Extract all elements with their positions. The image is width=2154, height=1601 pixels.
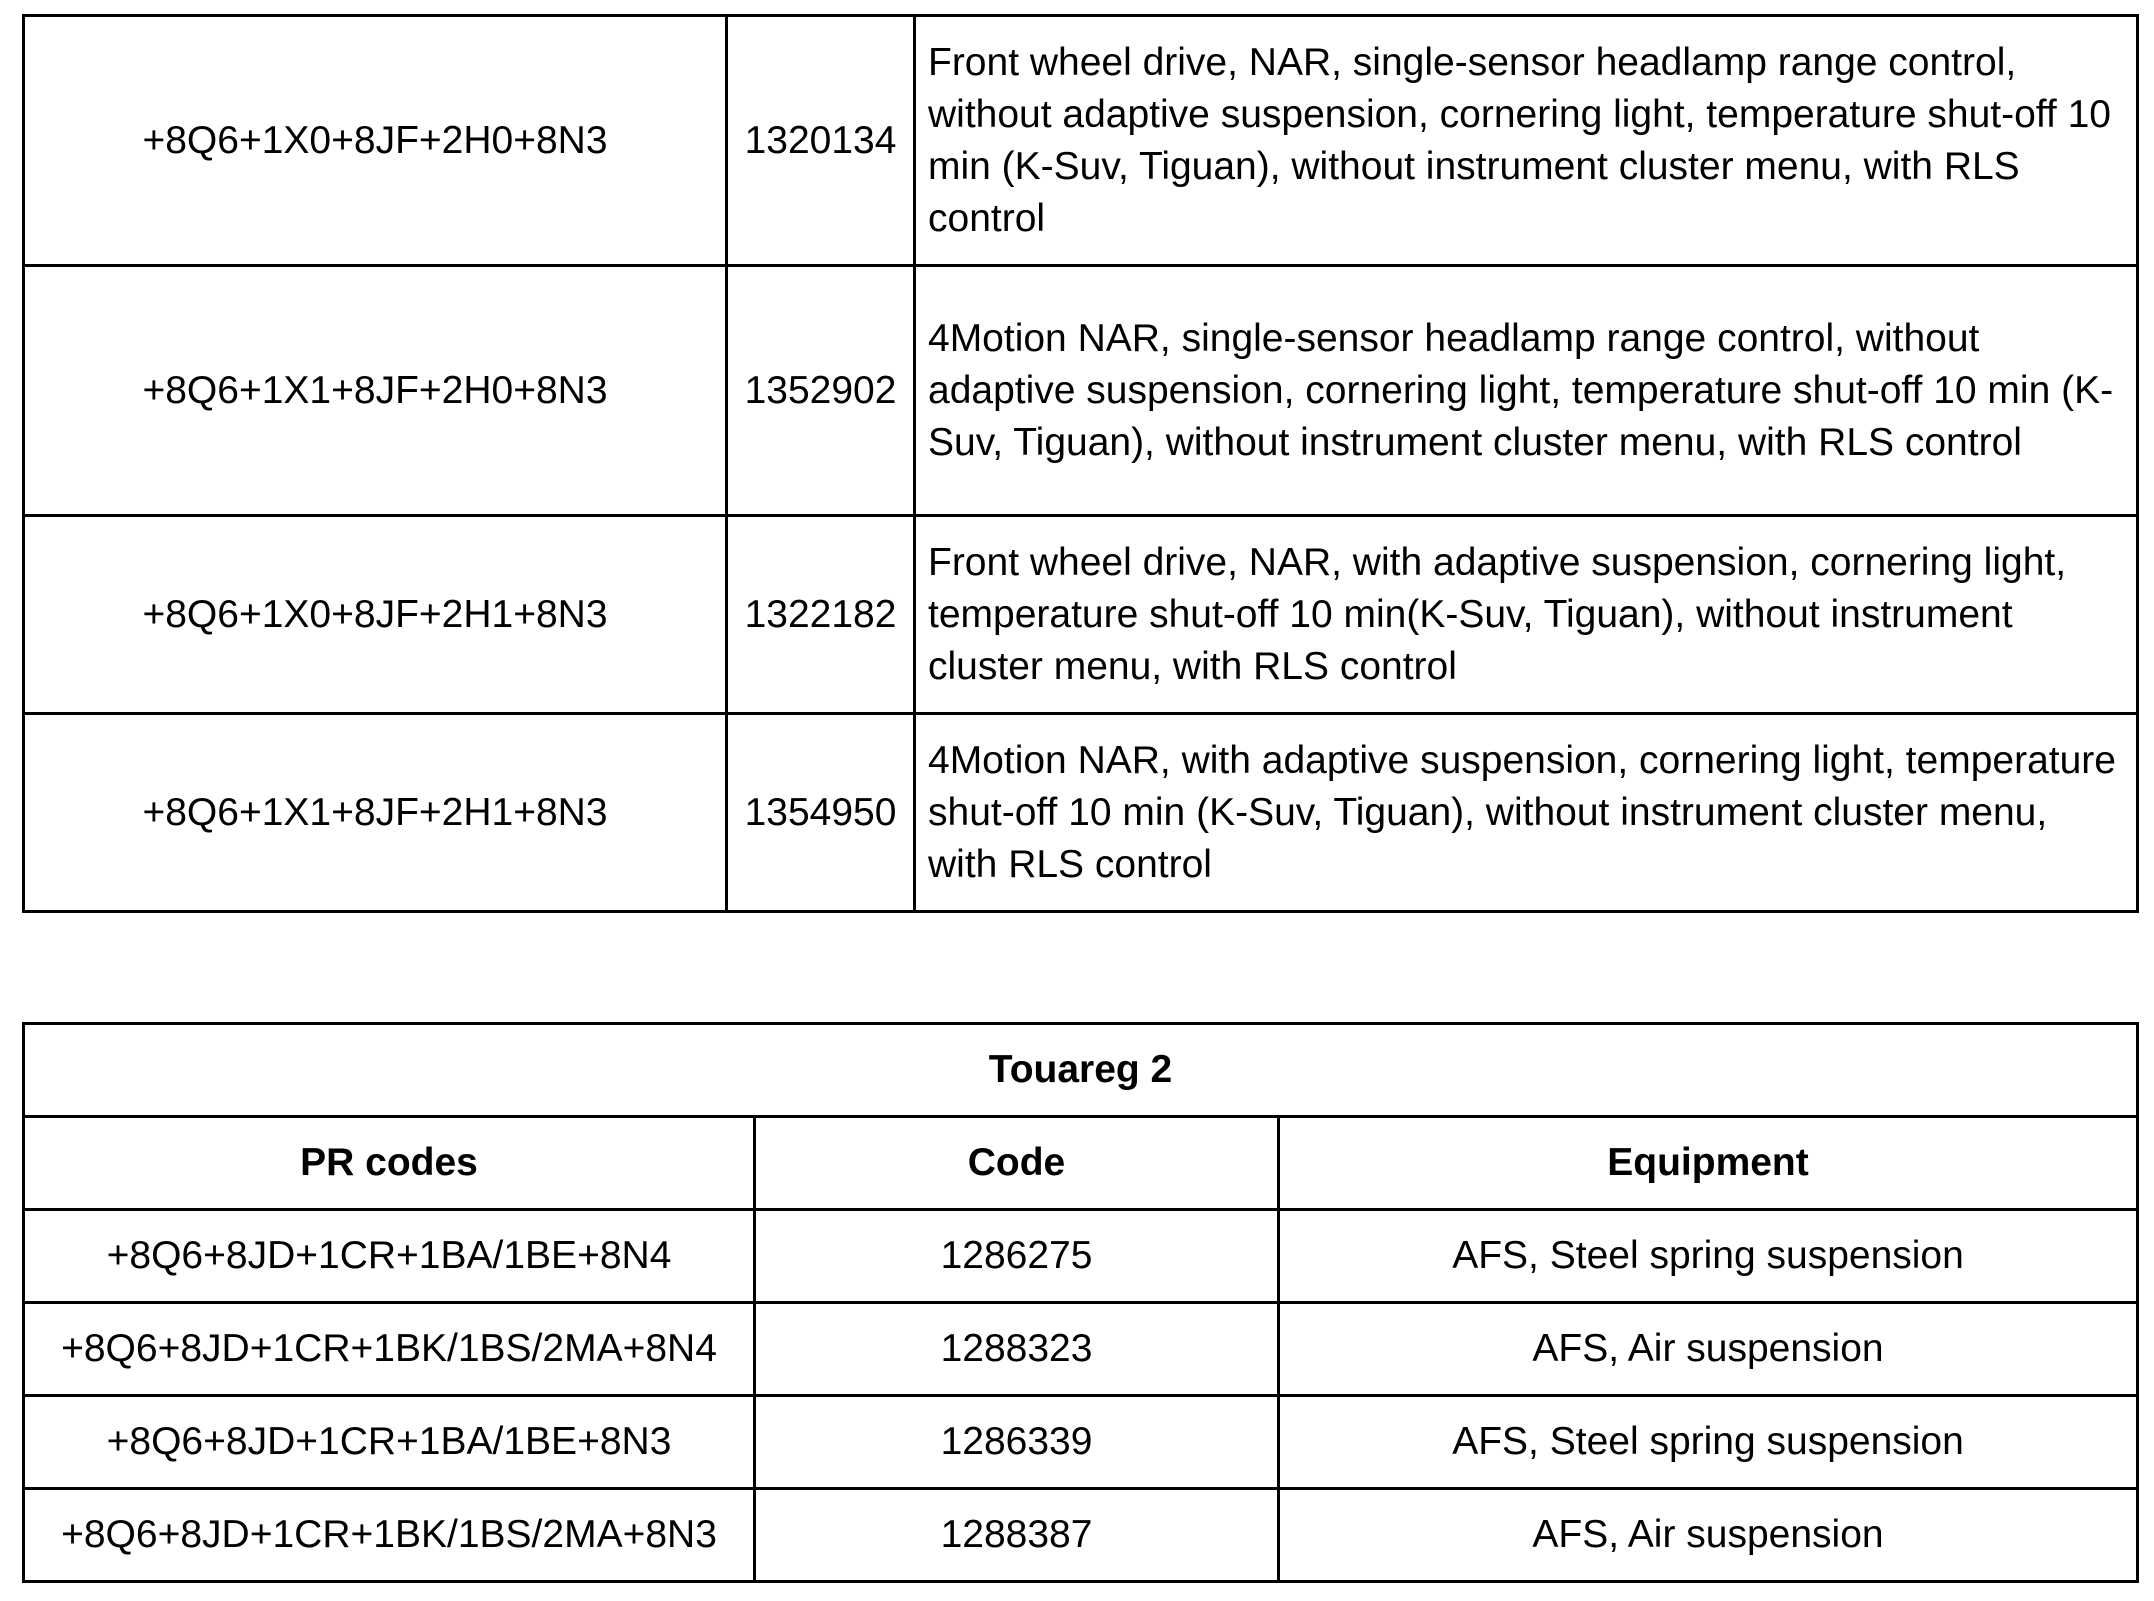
code-cell: 1354950 — [727, 714, 915, 912]
code-cell: 1322182 — [727, 516, 915, 714]
table-row — [24, 266, 2138, 516]
equipment-cell: 4Motion NAR, with adaptive suspension, cornering light, temperature shut-off 10 min (K-Suv, Tiguan), without instrument cluster menu, with RLS control — [915, 714, 2138, 912]
pr-codes-cell: +8Q6+1X0+8JF+2H1+8N3 — [24, 516, 727, 714]
pr-codes-cell: +8Q6+1X1+8JF+2H0+8N3 — [24, 266, 727, 516]
equipment-cell: AFS, Air suspension — [1279, 1303, 2138, 1396]
table-row — [24, 714, 2138, 912]
code-cell: 1288387 — [755, 1489, 1279, 1582]
header-equipment: Equipment — [1279, 1117, 2138, 1210]
code-cell: 1352902 — [727, 266, 915, 516]
code-cell: 1286339 — [755, 1396, 1279, 1489]
equipment-cell: 4Motion NAR, single-sensor headlamp range control, without adaptive suspension, cornering light, temperature shut-off 10 min (K-Suv, Tiguan), without instrument cluster menu, with RLS control — [915, 266, 2138, 516]
equipment-cell: Front wheel drive, NAR, single-sensor headlamp range control, without adaptive suspension, cornering light, temperature shut-off 10 min (K-Suv, Tiguan), without instrument cluster menu, with RLS control — [915, 16, 2138, 266]
table-title: Touareg 2 — [24, 1024, 2138, 1117]
equipment-cell: AFS, Steel spring suspension — [1279, 1210, 2138, 1303]
pr-codes-cell: +8Q6+8JD+1CR+1BA/1BE+8N3 — [24, 1396, 755, 1489]
table-row — [24, 1489, 2138, 1582]
table-header-row — [24, 1117, 2138, 1210]
table-title-row — [24, 1024, 2138, 1117]
pr-codes-cell: +8Q6+8JD+1CR+1BK/1BS/2MA+8N4 — [24, 1303, 755, 1396]
pr-codes-cell: +8Q6+8JD+1CR+1BA/1BE+8N4 — [24, 1210, 755, 1303]
pr-codes-cell: +8Q6+1X1+8JF+2H1+8N3 — [24, 714, 727, 912]
equipment-cell: AFS, Air suspension — [1279, 1489, 2138, 1582]
table-row — [24, 16, 2138, 266]
header-code: Code — [755, 1117, 1279, 1210]
equipment-cell: AFS, Steel spring suspension — [1279, 1396, 2138, 1489]
code-cell: 1288323 — [755, 1303, 1279, 1396]
equipment-cell: Front wheel drive, NAR, with adaptive suspension, cornering light, temperature shut-off 10 min(K-Suv, Tiguan), without instrument cluster menu, with RLS control — [915, 516, 2138, 714]
table-row — [24, 1396, 2138, 1489]
pr-codes-cell: +8Q6+8JD+1CR+1BK/1BS/2MA+8N3 — [24, 1489, 755, 1582]
table-row — [24, 516, 2138, 714]
pr-codes-cell: +8Q6+1X0+8JF+2H0+8N3 — [24, 16, 727, 266]
table-row — [24, 1303, 2138, 1396]
code-cell: 1320134 — [727, 16, 915, 266]
touareg-2-table — [22, 1022, 2139, 1583]
header-pr-codes: PR codes — [24, 1117, 755, 1210]
table-row — [24, 1210, 2138, 1303]
vehicle-codes-table — [22, 14, 2139, 913]
code-cell: 1286275 — [755, 1210, 1279, 1303]
